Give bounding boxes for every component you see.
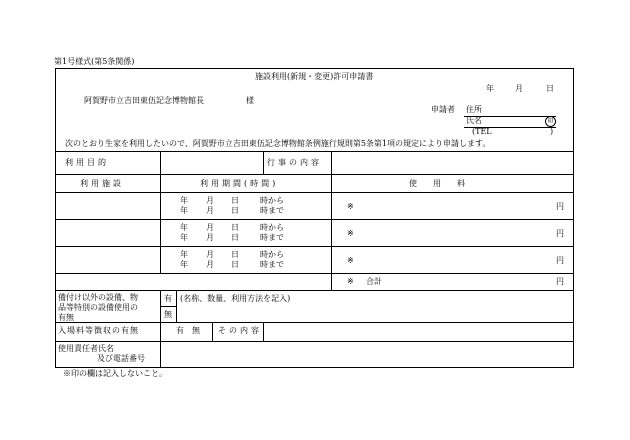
seal-mark: 印 [545,116,556,127]
rule [160,151,161,174]
period-month-to: 月 [206,233,214,242]
period-day-from: 日 [231,196,239,205]
period-month-from: 月 [206,250,214,259]
rule [176,290,177,322]
period-time-from: 時から [260,250,284,259]
period-month-from: 月 [206,196,214,205]
period-year-from: 年 [180,250,188,259]
rule [55,246,574,247]
addressee: 阿賀野市立吉田東伍記念博物館長 [84,96,204,105]
rule [160,290,161,367]
period-year-to: 年 [180,206,188,215]
period-day-from: 日 [231,250,239,259]
purpose-label: 利用目的 [65,158,109,167]
admission-label: 入場料等徴収の有無 [58,326,139,335]
period-time-to: 時まで [260,206,284,215]
rule [212,322,213,341]
date-day: 日 [546,84,554,93]
period-year-from: 年 [180,196,188,205]
period-month-to: 月 [206,260,214,269]
rule [55,341,574,342]
rule [263,322,264,341]
admission-yes: 有 [176,326,184,335]
responsible-label-line1: 使用責任者氏名 [58,344,114,353]
rule [55,174,574,175]
tel-close: ) [550,127,554,136]
fee-yen: 円 [556,202,564,211]
equipment-note: (名称、数量、利用方法を記入) [180,294,291,303]
period-time-to: 時まで [260,260,284,269]
rule [263,151,264,174]
rule [160,306,176,307]
period-time-from: 時から [260,223,284,232]
total-yen: 円 [556,277,564,286]
rule [55,273,574,274]
responsible-label-line2: 及び電話番号 [97,354,145,363]
fee-yen: 円 [556,256,564,265]
name-label: 氏名 [466,116,482,125]
equipment-label-line: 有無 [58,313,74,322]
tel-open: (TEL [472,127,492,136]
equipment-yes: 有 [164,294,172,303]
period-day-to: 日 [231,260,239,269]
period-month-from: 月 [206,223,214,232]
equipment-label-line: 品等特別の設備使用の [58,303,138,312]
form-number: 第1号様式(第5条関係) [54,57,135,66]
form-frame [55,68,574,368]
header-facility: 利用施設 [80,179,124,188]
date-year: 年 [486,84,494,93]
rule [160,174,161,273]
total-label: 合計 [366,277,382,286]
form-title: 施設利用(新規・変更)許可申請書 [255,72,374,81]
fee-mark: ※ [347,256,354,265]
total-mark: ※ [347,277,354,286]
rule [55,151,574,152]
period-day-from: 日 [231,223,239,232]
header-period: 利用期間(時間) [200,179,279,188]
period-year-to: 年 [180,233,188,242]
fee-mark: ※ [347,229,354,238]
period-day-to: 日 [231,233,239,242]
applicant-label: 申請者 [431,105,455,114]
rule [55,322,574,323]
date-month: 月 [515,84,523,93]
equipment-label-line: 備付け以外の設備、物 [58,293,138,302]
header-fee: 使 用 料 [409,179,465,188]
period-time-to: 時まで [260,233,284,242]
period-year-from: 年 [180,223,188,232]
footnote: ※印の欄は記入しないこと。 [63,369,167,378]
equipment-no: 無 [164,310,172,319]
rule [55,192,574,193]
period-day-to: 日 [231,206,239,215]
rule [331,151,332,174]
addressee-sama: 様 [246,96,254,105]
period-month-to: 月 [206,206,214,215]
admission-other-label: その内容 [218,326,262,335]
intro-text: 次のとおり生家を利用したいので、阿賀野市立吉田東伍記念博物館条例施行規則第5条第1項の規定により申請します。 [65,139,491,148]
admission-no: 無 [192,326,200,335]
period-time-from: 時から [260,196,284,205]
fee-mark: ※ [347,202,354,211]
rule [55,290,574,291]
fee-yen: 円 [556,229,564,238]
rule [55,219,574,220]
rule [331,174,332,290]
address-label: 住所 [466,105,482,114]
period-year-to: 年 [180,260,188,269]
event-label: 行事の内容 [267,158,322,167]
